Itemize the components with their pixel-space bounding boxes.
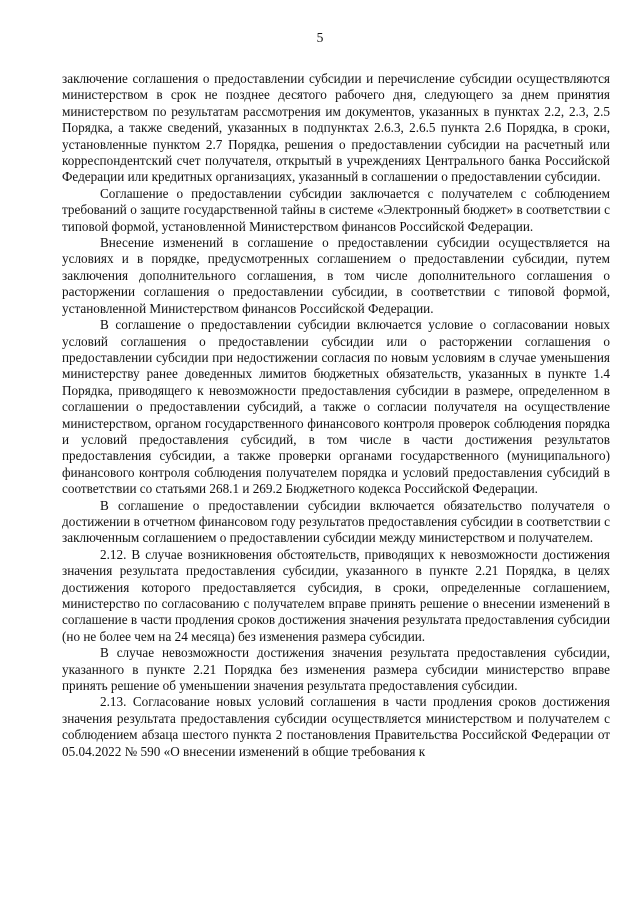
- paragraph-2-12: 2.12. В случае возникновения обстоятельств, приводящих к невозможности достижения значения результата предоставления субсидии, указанного в пункте 2.21 Порядка, в целях достижения которого предоставляется субсидия, в сроки, определенные соглашением, министерство по согласованию с получателем вправе принять решение о внесении изменений в соглашение в части продления сроков достижения значения результата предоставления субсидии (но не более чем на 24 месяца) без изменения размера субсидии.: [62, 546, 610, 644]
- document-body: [62, 71, 610, 760]
- page-number: 5: [316, 30, 324, 45]
- paragraph-agreement-secrecy: Соглашение о предоставлении субсидии заключается с получателем с соблюдением требований о защите государственной тайны в системе «Электронный бюджет» в соответствии с типовой формой, установленной Министерством финансов Российской Федерации.: [62, 185, 610, 234]
- paragraph-continuation: заключение соглашения о предоставлении субсидии и перечисление субсидии осуществляются министерством в срок не позднее десятого рабочего дня, следующего за днем принятия министерством по результатам рассмотрения им документов, указанных в пунктах 2.2, 2.3, 2.5 Порядка, а также сведений, указанных в подпунктах 2.6.3, 2.6.5 пункта 2.6 Порядка, в сроки, установленные пунктом 2.7 Порядка, решения о предоставлении субсидии на расчетный или корреспондентский счет получателя, открытый в учреждениях Центрального банка Российской Федерации или кредитных организациях, указанный в соглашении о предоставлении субсидии.: [62, 71, 610, 185]
- paragraph-agreement-amendments: Внесение изменений в соглашение о предоставлении субсидии осуществляется на условиях и в порядке, предусмотренных соглашением о предоставлении субсидии, путем заключения дополнительного соглашения, в том числе дополнительного соглашения о расторжении соглашения о предоставлении субсидии, в соответствии с типовой формой, установленной Министерством финансов Российской Федерации.: [62, 235, 610, 316]
- paragraph-agreement-conditions: В соглашение о предоставлении субсидии включается условие о согласовании новых условий соглашения о предоставлении субсидии или о расторжении соглашения о предоставлении субсидии при недостижении согласия по новым условиям в случае уменьшения министерству ранее доведенных лимитов бюджетных обязательств, указанных в пункте 1.4 Порядка, приводящего к невозможности предоставления субсидии в размере, определенном в соглашении о предоставлении субсидий, а также о согласии получателя на осуществление министерством, органом государственного финансового контроля проверок соблюдения порядка и условий предоставления субсидий, в том числе в части достижения результатов предоставления субсидии, а также проверки органами государственного (муниципального) финансового контроля соблюдения получателем порядка и условий предоставления субсидий в соответствии со статьями 268.1 и 269.2 Бюджетного кодекса Российской Федерации.: [62, 317, 610, 497]
- paragraph-recipient-obligation: В соглашение о предоставлении субсидии включается обязательство получателя о достижении в отчетном финансовом году результатов предоставления субсидии в соответствии с заключенным соглашением о предоставлении субсидии между министерством и получателем.: [62, 497, 610, 546]
- paragraph-2-13: 2.13. Согласование новых условий соглашения в части продления сроков достижения значения результата предоставления субсидии осуществляется министерством и получателем с соблюдением абзаца шестого пункта 2 постановления Правительства Российской Федерации от 05.04.2022 № 590 «О внесении изменений в общие требования к: [62, 694, 610, 759]
- paragraph-result-reduction: В случае невозможности достижения значения результата предоставления субсидии, указанного в пункте 2.21 Порядка без изменения размера субсидии министерство вправе принять решение об уменьшении значения результата предоставления субсидии.: [62, 645, 610, 694]
